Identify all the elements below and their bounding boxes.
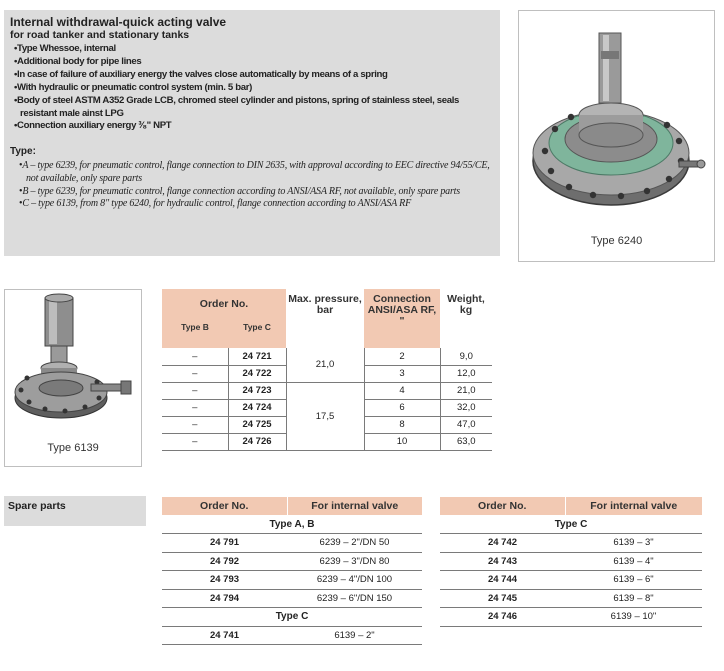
table-row <box>440 571 702 590</box>
connection-cell: 3 <box>364 365 440 382</box>
photo-caption-6139: Type 6139 <box>47 442 99 454</box>
group-label: Type A, B <box>162 515 422 534</box>
valve-6139-image <box>5 290 141 438</box>
valve-cell: 6239 – 2"/DN 50 <box>287 534 422 553</box>
table-row <box>440 608 702 627</box>
weight-cell: 63,0 <box>440 433 492 450</box>
header-weight: Weight, kg <box>440 289 492 348</box>
table-row <box>162 348 492 365</box>
type-list <box>10 160 494 210</box>
header-order-no: Order No. <box>200 500 249 512</box>
spare-parts-table-right <box>440 497 702 627</box>
type-c-cell: 24 725 <box>228 416 286 433</box>
feature-item: • Type Whessoe, internal <box>10 43 494 56</box>
spare-parts-table-left <box>162 497 422 645</box>
table-row <box>440 552 702 571</box>
order-cell: 24 742 <box>440 534 565 553</box>
table-row <box>162 534 422 553</box>
group-label: Type C <box>440 515 702 534</box>
product-subtitle: for road tanker and stationary tanks <box>10 29 190 41</box>
table-row <box>440 534 702 553</box>
weight-cell: 12,0 <box>440 365 492 382</box>
photo-caption-6240: Type 6240 <box>590 235 643 247</box>
photo-type-6240 <box>518 10 715 262</box>
feature-item: • In case of failure of auxiliary energy the valves close automatically by means of a spring <box>10 69 494 82</box>
connection-cell: 6 <box>364 399 440 416</box>
type-b-cell: – <box>162 416 228 433</box>
table-row <box>162 589 422 608</box>
feature-item: • Additional body for pipe lines <box>10 56 494 69</box>
product-title: Internal withdrawal-quick acting valve <box>10 15 227 29</box>
weight-cell: 9,0 <box>440 348 492 365</box>
feature-item: • Body of steel ASTM A352 Grade LCB, chromed steel cylinder and pistons, spring of stainless steel, seals resistant male ainst LPG <box>10 95 494 121</box>
order-cell: 24 741 <box>162 626 287 645</box>
type-b-cell: – <box>162 348 228 365</box>
type-item: • A – type 6239, for pneumatic control, flange connection to DIN 2635, with approval according to EEC directive 94/55/CE, not available, only spare parts <box>10 160 494 185</box>
order-cell: 24 744 <box>440 571 565 590</box>
header-order-no: Order No. <box>478 500 527 512</box>
connection-cell: 2 <box>364 348 440 365</box>
valve-cell: 6139 – 2" <box>287 626 422 645</box>
connection-cell: 10 <box>364 433 440 450</box>
pressure-cell: 17,5 <box>286 382 364 450</box>
type-b-cell: – <box>162 399 228 416</box>
order-cell: 24 794 <box>162 589 287 608</box>
valve-6240-image <box>519 11 714 226</box>
feature-item: • With hydraulic or pneumatic control system (min. 5 bar) <box>10 82 494 95</box>
type-b-cell: – <box>162 433 228 450</box>
table-row <box>162 382 492 399</box>
type-item: • B – type 6239, for pneumatic control, flange connection according to ANSI/ASA RF, not available, only spare parts <box>10 186 494 199</box>
valve-cell: 6139 – 3" <box>565 534 702 553</box>
table-row <box>162 571 422 590</box>
type-c-cell: 24 721 <box>228 348 286 365</box>
table-row <box>162 552 422 571</box>
type-b-cell: – <box>162 365 228 382</box>
header-order-no: Order No. <box>199 297 249 310</box>
header-connection: Connection ANSI/ASA RF, " <box>364 289 440 348</box>
header-max-pressure: Max. pressure, bar <box>286 289 364 348</box>
order-table <box>162 289 492 451</box>
group-label: Type C <box>162 608 422 627</box>
valve-cell: 6139 – 4" <box>565 552 702 571</box>
type-c-cell: 24 723 <box>228 382 286 399</box>
order-cell: 24 791 <box>162 534 287 553</box>
table-row <box>162 626 422 645</box>
header-type-b: Type B <box>181 322 209 332</box>
type-b-cell: – <box>162 382 228 399</box>
order-cell: 24 745 <box>440 589 565 608</box>
weight-cell: 47,0 <box>440 416 492 433</box>
product-description-box <box>4 10 500 256</box>
feature-item: • Connection auxiliary energy ³⁄₈" NPT <box>10 120 494 133</box>
order-cell: 24 743 <box>440 552 565 571</box>
spare-parts-label: Spare parts <box>4 496 146 526</box>
photo-type-6139 <box>4 289 142 467</box>
valve-cell: 6139 – 10" <box>565 608 702 627</box>
type-c-cell: 24 722 <box>228 365 286 382</box>
connection-cell: 8 <box>364 416 440 433</box>
type-c-cell: 24 726 <box>228 433 286 450</box>
header-for-valve: For internal valve <box>565 497 702 515</box>
pressure-cell: 21,0 <box>286 348 364 382</box>
valve-cell: 6239 – 3"/DN 80 <box>287 552 422 571</box>
type-item: • C – type 6139, from 8" type 6240, for hydraulic control, flange connection according to ANSI/ASA RF <box>10 198 494 211</box>
connection-cell: 4 <box>364 382 440 399</box>
header-for-valve: For internal valve <box>287 497 422 515</box>
valve-cell: 6239 – 6"/DN 150 <box>287 589 422 608</box>
feature-list <box>10 43 494 133</box>
valve-cell: 6139 – 6" <box>565 571 702 590</box>
weight-cell: 21,0 <box>440 382 492 399</box>
order-cell: 24 746 <box>440 608 565 627</box>
table-row <box>440 589 702 608</box>
valve-cell: 6139 – 8" <box>565 589 702 608</box>
type-heading: Type: <box>10 146 36 158</box>
type-c-cell: 24 724 <box>228 399 286 416</box>
valve-cell: 6239 – 4"/DN 100 <box>287 571 422 590</box>
header-type-c: Type C <box>243 322 271 332</box>
order-cell: 24 792 <box>162 552 287 571</box>
weight-cell: 32,0 <box>440 399 492 416</box>
order-cell: 24 793 <box>162 571 287 590</box>
